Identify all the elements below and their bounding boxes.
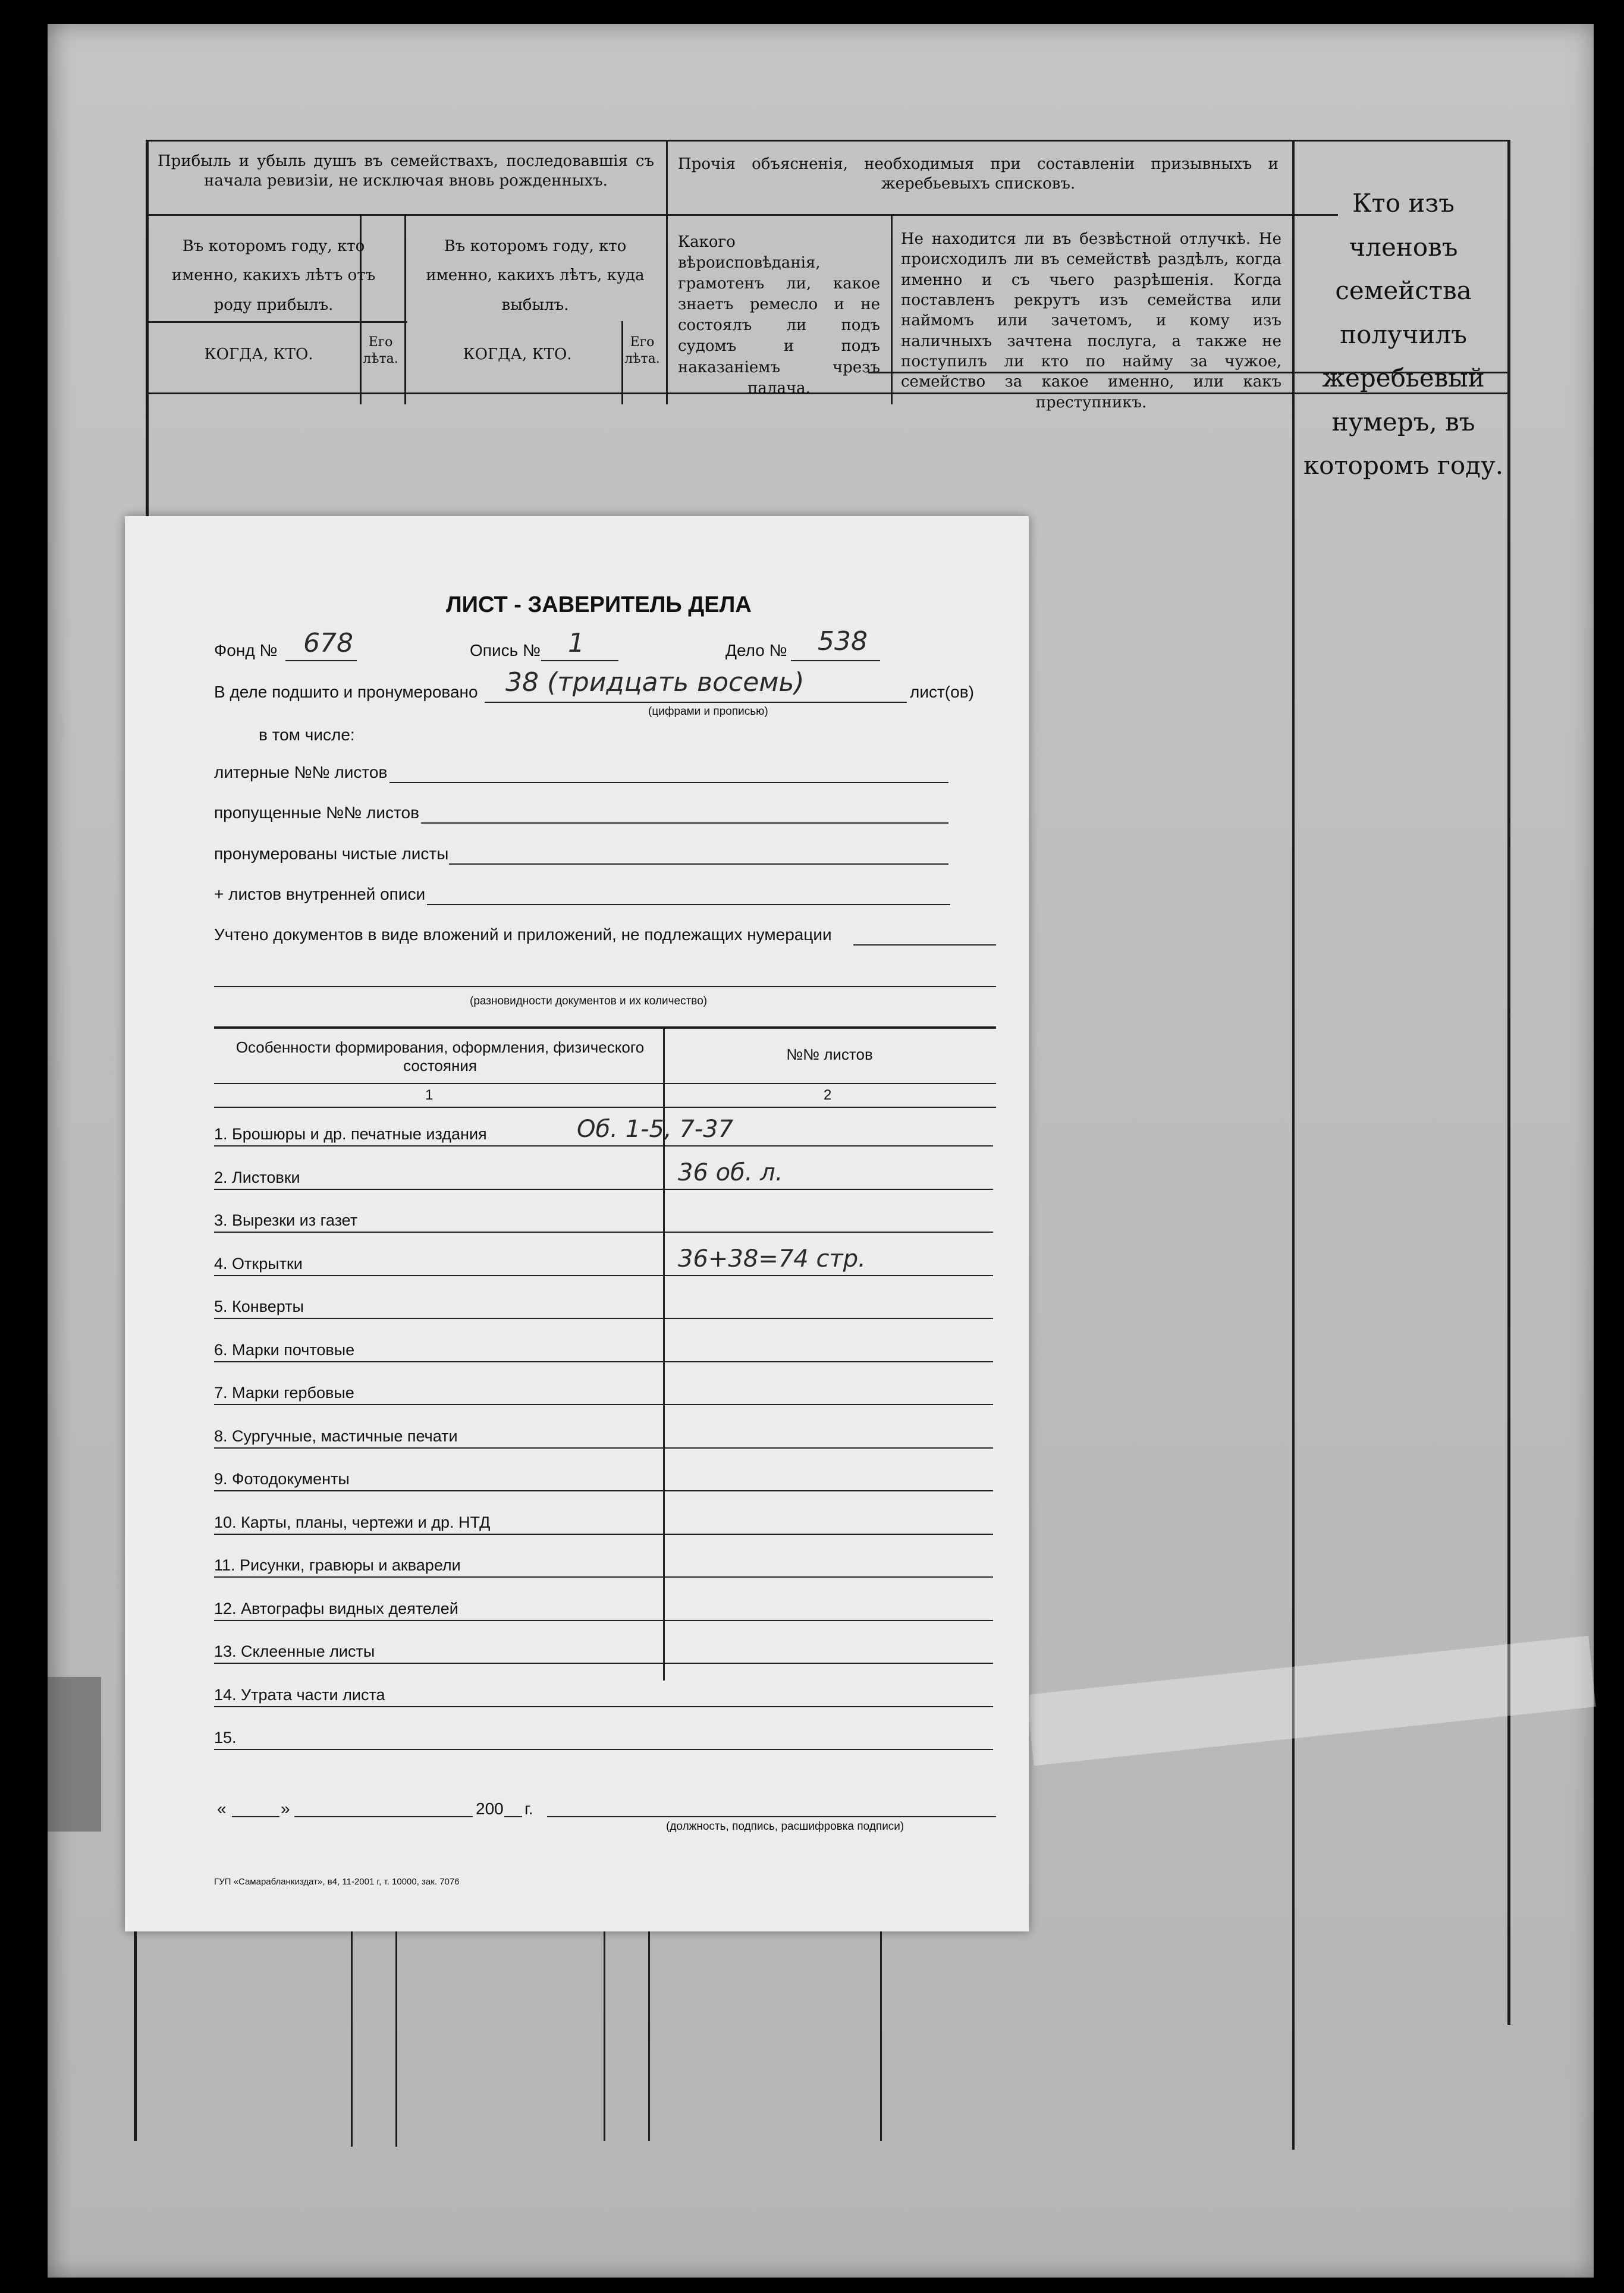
ledger-age-1: Его лѣта. xyxy=(363,335,398,366)
row-label: 8. Сургучные, мастичные печати xyxy=(214,1427,458,1445)
skipped-underline xyxy=(421,822,948,824)
row-label: 9. Фотодокументы xyxy=(214,1470,350,1488)
row-label: 10. Карты, планы, чертежи и др. НТД xyxy=(214,1513,491,1531)
row-label: 14. Утрата части листа xyxy=(214,1686,385,1704)
sewn-label: В деле подшито и пронумеровано xyxy=(214,683,478,701)
sheet-title: ЛИСТ - ЗАВЕРИТЕЛЬ ДЕЛА xyxy=(446,592,752,617)
row-label: 3. Вырезки из газет xyxy=(214,1211,358,1229)
opis-value: 1 xyxy=(568,628,585,658)
year-line xyxy=(504,1816,522,1817)
ledger-col1-header: Въ которомъ году, кто именно, какихъ лѣтъ отъ роду прибылъ. xyxy=(171,237,376,314)
literal-label: литерные №№ листов xyxy=(214,763,388,781)
row-label: 2. Листовки xyxy=(214,1169,300,1186)
docs-label: Учтено документов в виде вложений и приложений, не подлежащих нумерации xyxy=(214,925,832,944)
literal-underline xyxy=(389,782,948,783)
ledger-subheader-line xyxy=(146,214,1338,216)
table-col2-header-text: №№ листов xyxy=(786,1045,873,1063)
ledger-when-who-1: КОГДА, КТО. xyxy=(204,345,313,363)
ledger-col3-header: Какого вѣроисповѣданія, грамотенъ ли, какое знаетъ ремесло и не состоялъ ли подъ судомъ и подъ наказаніемъ чрезъ палача. xyxy=(678,233,880,397)
table-num1: 1 xyxy=(425,1087,434,1103)
ledger-group2-header: Прочія объясненія, необходимыя при составленіи призывныхъ и жеребьевыхъ списковъ. xyxy=(678,155,1279,193)
delo-label: Дело № xyxy=(725,641,787,659)
ledger-group1-header: Прибыль и убыль душъ въ семействахъ, последовавшія съ начала ревизіи, не исключая вновь рожденныхъ. xyxy=(158,152,654,190)
docs-hint: (разновидности документов и их количество) xyxy=(470,995,708,1007)
ledger-lower-line-1 xyxy=(134,1927,137,2141)
ledger-lower-line-5 xyxy=(648,1927,650,2141)
table-top-border xyxy=(214,1026,996,1029)
row-line xyxy=(214,1534,993,1535)
blank-label: пронумерованы чистые листы xyxy=(214,844,449,863)
certification-sheet xyxy=(125,516,1029,1931)
row-line xyxy=(214,1447,993,1449)
row-label: 6. Марки почтовые xyxy=(214,1341,355,1359)
ledger-divider-e xyxy=(891,214,893,404)
ledger-col5-header: Кто изъ членовъ семейства получилъ жеребьевый нумеръ, въ которомъ году. xyxy=(1303,189,1504,480)
row-label: 1. Брошюры и др. печатные издания xyxy=(214,1125,487,1143)
table-col1-header: Особенности формирования, оформления, физического состояния xyxy=(235,1038,645,1075)
row-value: 36+38=74 стр. xyxy=(678,1245,866,1273)
ledger-age-2: Его лѣта. xyxy=(624,335,660,366)
row-line xyxy=(214,1490,993,1491)
ledger-top-border xyxy=(146,140,1507,142)
row-line xyxy=(214,1318,993,1319)
ledger-when-line xyxy=(146,321,407,323)
row-line xyxy=(214,1663,993,1664)
row-line xyxy=(214,1275,993,1276)
sewn-suffix: лист(ов) xyxy=(910,683,974,701)
year-suffix: г. xyxy=(524,1799,533,1818)
row-line xyxy=(214,1576,993,1578)
fond-label: Фонд № xyxy=(214,641,278,659)
row-line xyxy=(214,1404,993,1405)
date-open: « xyxy=(217,1799,227,1818)
ledger-divider-b xyxy=(404,214,406,404)
row-label: 5. Конверты xyxy=(214,1298,304,1315)
row-line xyxy=(214,1706,993,1707)
inner-underline xyxy=(427,904,950,905)
date-close: » xyxy=(281,1799,290,1818)
ledger-lower-line-3 xyxy=(395,1927,397,2147)
table-num-line xyxy=(214,1107,996,1108)
ledger-col4-header: Не находится ли въ безвѣстной отлучкѣ. Не происходилъ ли въ семействѣ раздѣлъ, когда именно и съ чьего разрѣшенія. Когда поставленъ рекрутъ изъ семейства или наймомъ или зачетомъ, и кому изъ наличныхъ зачтена послуга, а также не поступилъ ли кто по найму за чужое, семейство за какое именно, или какъ преступникъ. xyxy=(901,230,1281,412)
sewn-value: 38 (тридцать восемь) xyxy=(505,667,805,698)
printer-imprint: ГУП «Самарабланкиздат», в4, 11-2001 г, т. 10000, зак. 7076 xyxy=(214,1877,460,1887)
ledger-divider-f xyxy=(1292,140,1295,2150)
row-label: 4. Открытки xyxy=(214,1255,303,1273)
ledger-right-border xyxy=(1507,140,1510,2025)
fond-value: 678 xyxy=(303,628,353,658)
inner-label: + листов внутренней описи xyxy=(214,885,426,903)
docs-underline xyxy=(853,944,996,946)
ledger-when-who-2: КОГДА, КТО. xyxy=(463,345,572,363)
skipped-label: пропущенные №№ листов xyxy=(214,803,419,822)
blank-underline xyxy=(449,863,948,865)
table-col2-header xyxy=(663,1045,996,1064)
row-label: 7. Марки гербовые xyxy=(214,1384,354,1402)
row-line xyxy=(214,1620,993,1621)
signature-hint: (должность, подпись, расшифровка подписи) xyxy=(666,1820,904,1833)
row-value: Об. 1-5, 7-37 xyxy=(577,1116,734,1143)
ledger-lower-line-2 xyxy=(351,1927,353,2147)
date-month-line xyxy=(294,1816,473,1817)
year-prefix: 200 xyxy=(476,1799,504,1818)
ledger-lower-line-6 xyxy=(880,1927,882,2141)
table-num2: 2 xyxy=(824,1087,832,1103)
fond-underline xyxy=(285,660,357,661)
row-line xyxy=(214,1189,993,1190)
date-day-line xyxy=(232,1816,279,1817)
opis-underline xyxy=(541,660,618,661)
ledger-lower-line-4 xyxy=(604,1927,605,2141)
ledger-col2-header: Въ которомъ году, кто именно, какихъ лѣтъ, куда выбылъ. xyxy=(426,237,645,314)
row-line xyxy=(214,1145,993,1146)
row-label: 11. Рисунки, гравюры и акварели xyxy=(214,1556,461,1574)
docs-underline-2 xyxy=(214,986,996,987)
fold-highlight xyxy=(1026,1636,1595,1766)
row-value: 36 об. л. xyxy=(678,1159,783,1186)
sewn-hint: (цифрами и прописью) xyxy=(648,705,768,718)
including-label: в том числе: xyxy=(259,725,355,744)
row-label: 12. Автографы видных деятелей xyxy=(214,1600,458,1617)
sewn-underline xyxy=(485,702,907,703)
table-header-line xyxy=(214,1083,996,1084)
row-line xyxy=(214,1232,993,1233)
damaged-edge xyxy=(48,1677,101,1832)
delo-underline xyxy=(791,660,880,661)
row-line xyxy=(214,1749,993,1750)
signature-line xyxy=(547,1816,996,1817)
row-label: 15. xyxy=(214,1729,237,1747)
opis-label: Опись № xyxy=(470,641,541,659)
ledger-divider-d xyxy=(666,140,668,404)
row-label: 13. Склеенные листы xyxy=(214,1642,375,1660)
delo-value: 538 xyxy=(818,626,868,657)
row-line xyxy=(214,1361,993,1362)
